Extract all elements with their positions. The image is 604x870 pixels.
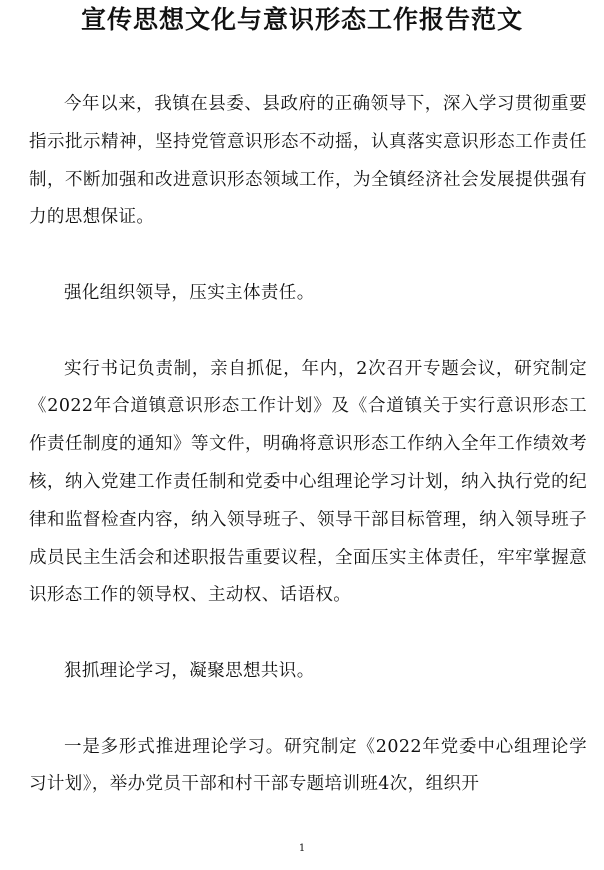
- paragraph-spacer: [29, 691, 587, 729]
- section-heading-organization: 强化组织领导，压实主体责任。: [64, 282, 315, 303]
- section-heading-theory-study: 狠抓理论学习，凝聚思想共识。: [64, 660, 315, 681]
- paragraph-theory-study: 一是多形式推进理论学习。研究制定《2022年党委中心组理论学习计划》，举办党员干部和村干部专题培训班4次，组织开: [29, 736, 587, 795]
- paragraph-intro: 今年以来，我镇在县委、县政府的正确领导下，深入学习贯彻重要指示批示精神，坚持党管意识形态不动摇，认真落实意识形态工作责任制，不断加强和改进意识形态领域工作，为全镇经济社会发展提供强有力的思想保证。: [29, 94, 587, 228]
- page-number: 1: [298, 843, 306, 854]
- paragraph-responsibility: 实行书记负责制，亲自抓促，年内，2次召开专题会议，研究制定《2022年合道镇意识形态工作计划》及《合道镇关于实行意识形态工作责任制度的通知》等文件，明确将意识形态工作纳入全年工作绩效考核，纳入党建工作责任制和党委中心组理论学习计划，纳入执行党的纪律和监督检查内容，纳入领导班子、领导干部目标管理，纳入领导班子成员民主生活会和述职报告重要议程，全面压实主体责任，牢牢掌握意识形态工作的领导权、主动权、话语权。: [29, 358, 587, 606]
- paragraph-spacer: [29, 237, 587, 275]
- paragraph-spacer: [29, 615, 587, 653]
- document-title: 宣传思想文化与意识形态工作报告范文: [80, 5, 523, 34]
- paragraph-spacer: [29, 313, 587, 351]
- document-body: [29, 86, 587, 804]
